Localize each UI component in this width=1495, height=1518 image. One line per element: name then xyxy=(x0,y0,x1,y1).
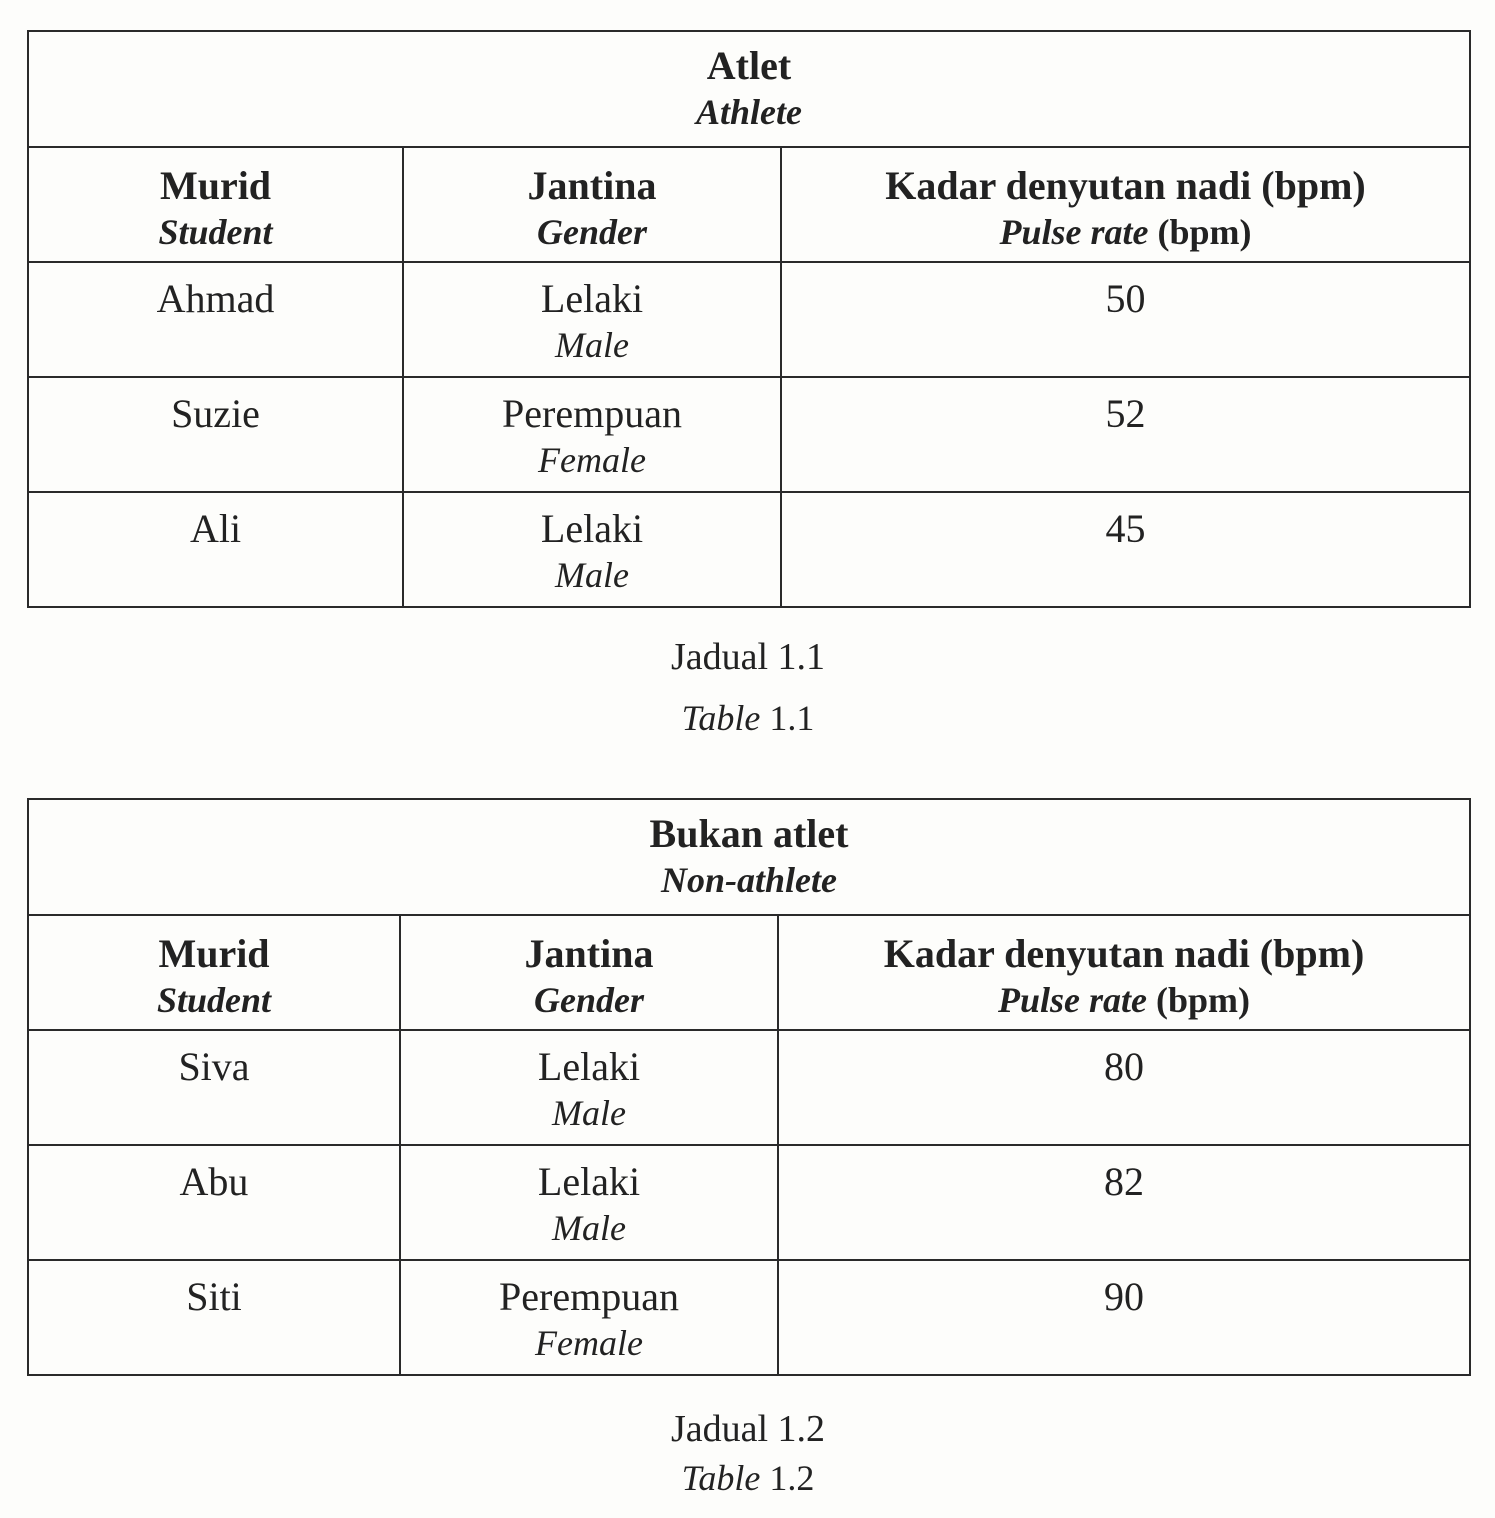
gender-en: Male xyxy=(555,325,629,365)
table-row xyxy=(28,1260,1470,1375)
pulse-value: 50 xyxy=(1105,276,1146,321)
header-pulse-ms: Kadar denyutan nadi (bpm) xyxy=(885,163,1366,208)
pulse-value: 45 xyxy=(1105,506,1146,551)
gender-en: Female xyxy=(538,440,646,480)
gender-en: Male xyxy=(552,1093,626,1133)
header-student xyxy=(28,147,403,262)
cell-pulse xyxy=(781,377,1470,492)
gender-ms: Perempuan xyxy=(499,1274,679,1319)
cell-gender xyxy=(400,1030,778,1145)
athlete-table-block xyxy=(27,30,1469,608)
table-row xyxy=(28,492,1470,607)
gender-ms: Lelaki xyxy=(537,1044,641,1089)
header-gender-en: Gender xyxy=(534,980,644,1020)
cell-student xyxy=(28,262,403,377)
athlete-table xyxy=(27,30,1471,608)
table-title xyxy=(28,31,1470,147)
header-pulse-en-label: Pulse rate xyxy=(999,212,1149,252)
table-caption xyxy=(27,634,1469,740)
student-name: Abu xyxy=(179,1159,249,1204)
student-name: Ali xyxy=(189,506,242,551)
caption-ms: Jadual 1.1 xyxy=(670,636,826,678)
cell-gender xyxy=(403,492,781,607)
cell-student xyxy=(28,1145,400,1260)
non-athlete-table xyxy=(27,798,1471,1376)
student-name: Siva xyxy=(178,1044,250,1089)
cell-gender xyxy=(400,1145,778,1260)
table-title xyxy=(28,799,1470,915)
caption-en xyxy=(27,696,1469,740)
cell-gender xyxy=(403,262,781,377)
table-caption xyxy=(27,1406,1469,1500)
gender-en: Male xyxy=(552,1208,626,1248)
cell-student xyxy=(28,1030,400,1145)
table-title-ms: Bukan atlet xyxy=(649,811,849,856)
cell-pulse xyxy=(778,1260,1470,1375)
header-pulse-unit: (bpm) xyxy=(1156,980,1251,1020)
header-pulse-en xyxy=(782,210,1469,254)
gender-en: Female xyxy=(535,1323,643,1363)
caption-en-word: Table xyxy=(681,1458,761,1498)
pulse-value: 82 xyxy=(1104,1159,1145,1204)
student-name: Siti xyxy=(186,1274,242,1319)
table-title-en: Non-athlete xyxy=(661,860,838,900)
cell-pulse xyxy=(778,1145,1470,1260)
gender-en: Male xyxy=(555,555,629,595)
pulse-value: 80 xyxy=(1104,1044,1145,1089)
table-row xyxy=(28,262,1470,377)
header-pulse-unit: (bpm) xyxy=(1157,212,1252,252)
table-title-en: Athlete xyxy=(696,92,802,132)
header-gender xyxy=(400,915,778,1030)
cell-gender xyxy=(403,377,781,492)
header-gender-en: Gender xyxy=(537,212,647,252)
pulse-value: 52 xyxy=(1105,391,1146,436)
header-gender-ms: Jantina xyxy=(524,931,654,976)
header-pulse xyxy=(778,915,1470,1030)
table-row xyxy=(28,1145,1470,1260)
header-pulse-en-label: Pulse rate xyxy=(998,980,1147,1020)
cell-pulse xyxy=(778,1030,1470,1145)
pulse-value: 90 xyxy=(1104,1274,1145,1319)
table-row xyxy=(28,377,1470,492)
student-name: Ahmad xyxy=(156,276,275,321)
header-pulse-en xyxy=(779,978,1469,1022)
cell-pulse xyxy=(781,492,1470,607)
header-pulse-ms: Kadar denyutan nadi (bpm) xyxy=(883,931,1365,976)
header-gender xyxy=(403,147,781,262)
gender-ms: Lelaki xyxy=(540,276,644,321)
student-name: Suzie xyxy=(171,391,260,436)
cell-gender xyxy=(400,1260,778,1375)
gender-ms: Lelaki xyxy=(540,506,644,551)
gender-ms: Lelaki xyxy=(537,1159,641,1204)
caption-en xyxy=(27,1456,1469,1500)
caption-en-number: 1.2 xyxy=(769,1458,815,1498)
caption-en-word: Table xyxy=(681,698,761,738)
table-row xyxy=(28,1030,1470,1145)
header-gender-ms: Jantina xyxy=(527,163,657,208)
cell-student xyxy=(28,492,403,607)
cell-student xyxy=(28,1260,400,1375)
cell-pulse xyxy=(781,262,1470,377)
header-student-ms: Murid xyxy=(158,931,270,976)
header-student-en: Student xyxy=(158,212,273,252)
header-student xyxy=(28,915,400,1030)
gender-ms: Perempuan xyxy=(502,391,682,436)
non-athlete-table-block xyxy=(27,798,1469,1376)
header-student-en: Student xyxy=(156,980,272,1020)
caption-en-number: 1.1 xyxy=(769,698,815,738)
table-title-ms: Atlet xyxy=(706,43,792,88)
header-student-ms: Murid xyxy=(159,163,272,208)
cell-student xyxy=(28,377,403,492)
caption-ms: Jadual 1.2 xyxy=(670,1408,826,1450)
header-pulse xyxy=(781,147,1470,262)
